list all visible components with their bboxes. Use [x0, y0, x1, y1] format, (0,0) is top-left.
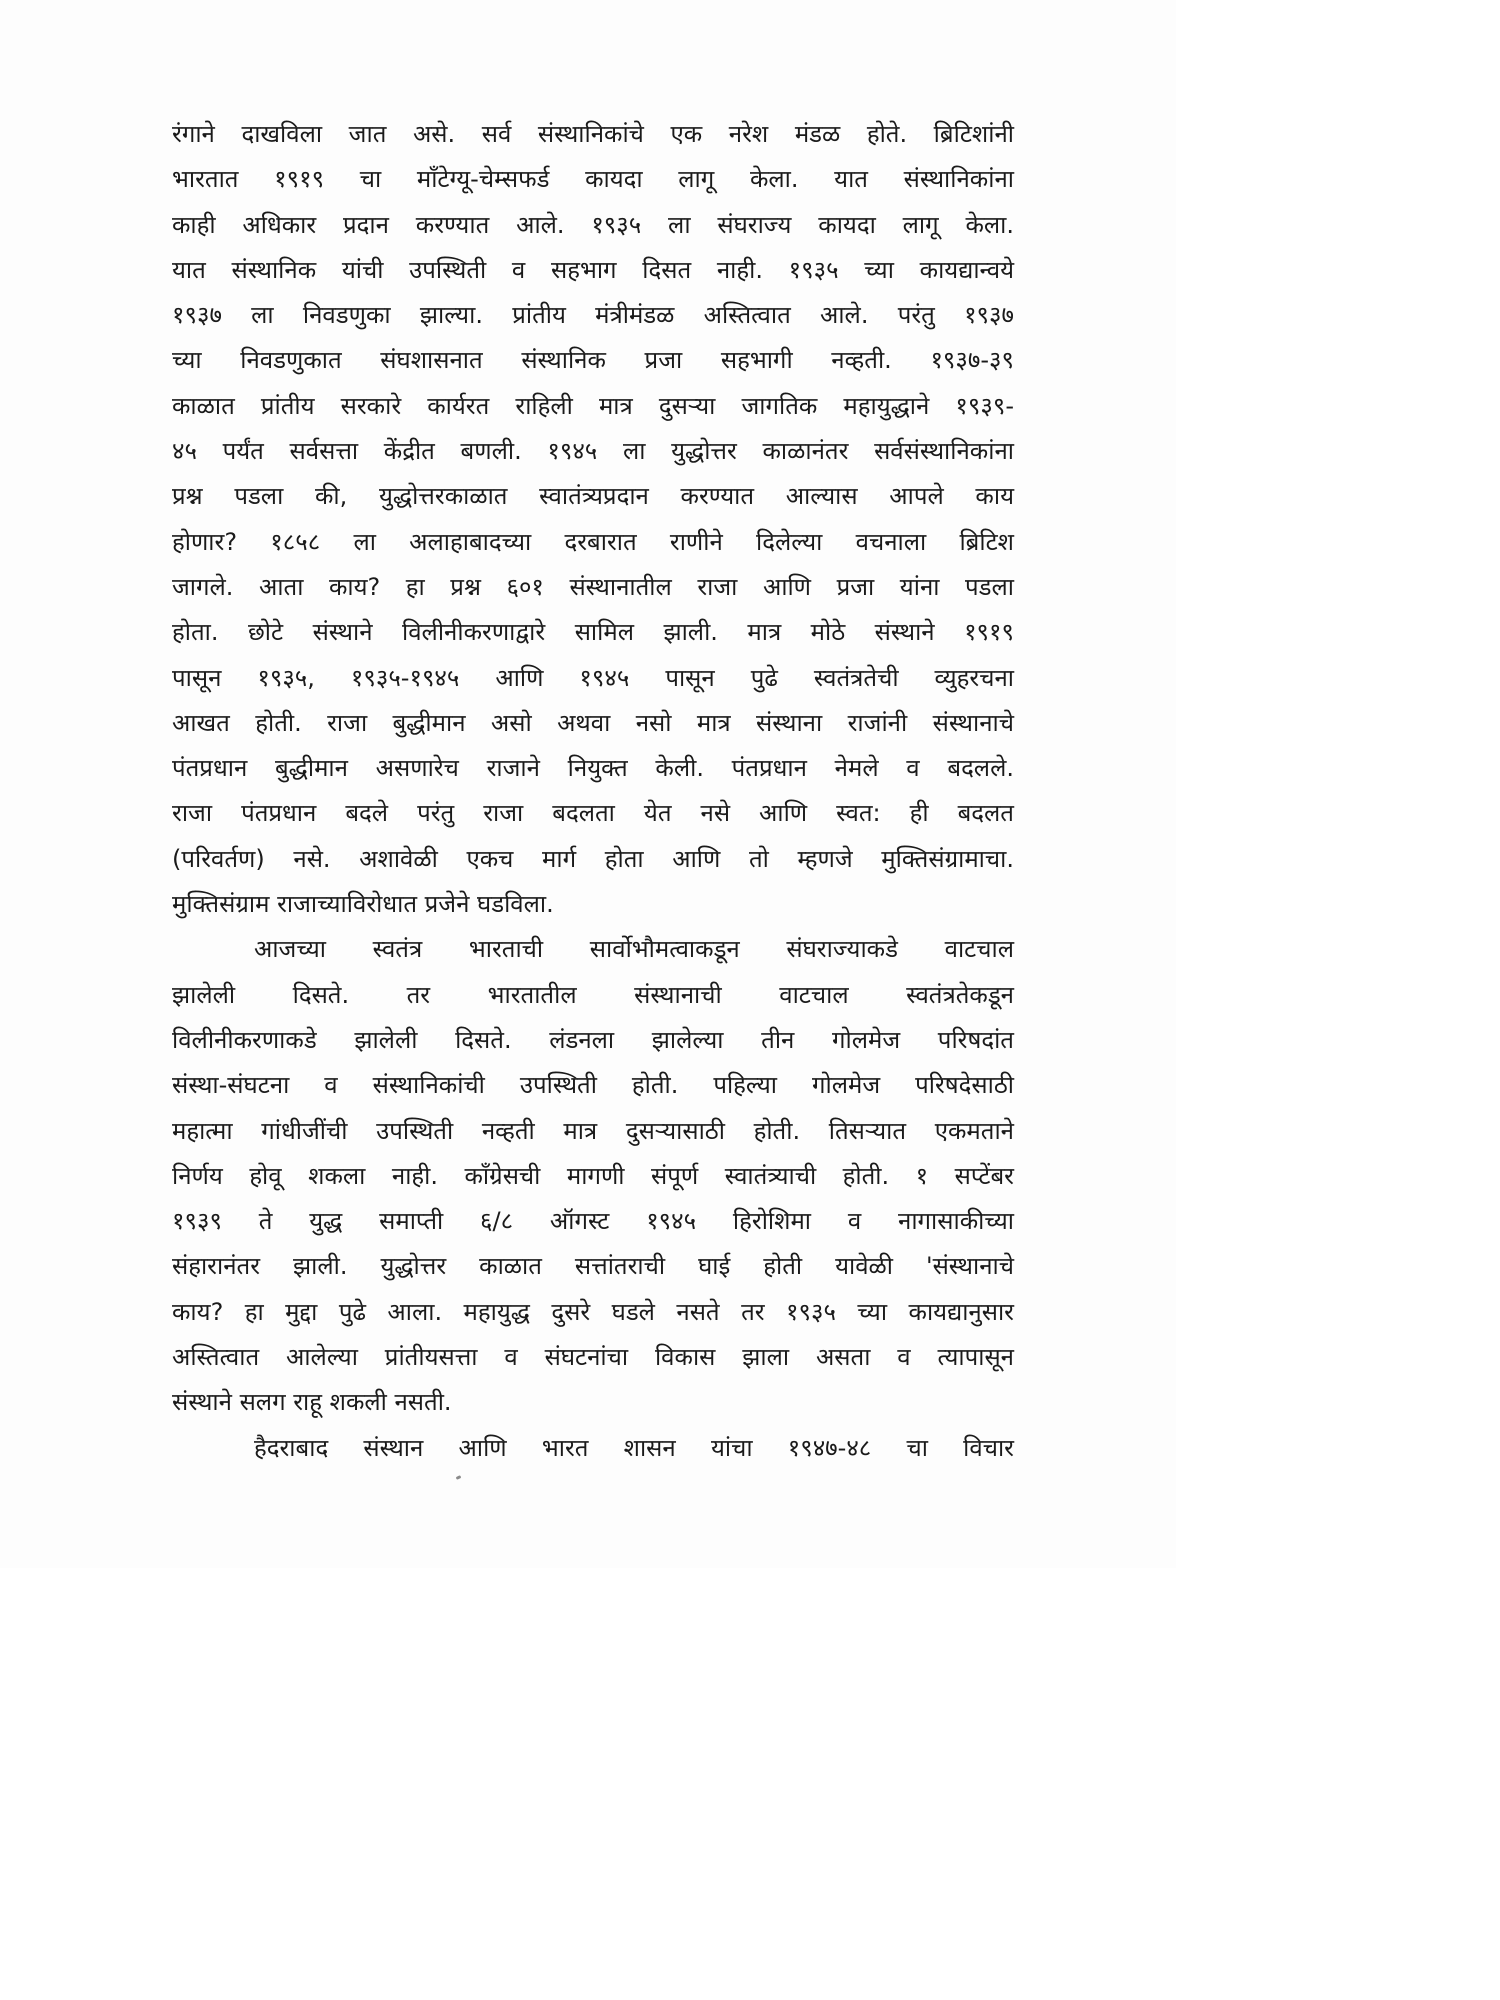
text-line: होता. छोटे संस्थाने विलीनीकरणाद्वारे सामिल झाली. मात्र मोठे संस्थाने १९१९	[172, 618, 1014, 647]
text-line: मुक्तिसंग्राम राजाच्याविरोधात प्रजेने घडविला.	[172, 890, 554, 919]
text-line: ४५ पर्यंत सर्वसत्ता केंद्रीत बणली. १९४५ ला युद्धोत्तर काळानंतर सर्वसंस्थानिकांना	[172, 437, 1014, 466]
text-line: भारतात १९१९ चा माँटेग्यू-चेम्सफर्ड कायदा लागू केला. यात संस्थानिकांना	[172, 165, 1014, 194]
body-text	[172, 112, 1014, 1471]
text-line: संस्था-संघटना व संस्थानिकांची उपस्थिती होती. पहिल्या गोलमेज परिषदेसाठी	[172, 1071, 1014, 1100]
text-line: संहारानंतर झाली. युद्धोत्तर काळात सत्तांतराची घाई होती यावेळी 'संस्थानाचे	[172, 1252, 1014, 1281]
text-line: काय? हा मुद्दा पुढे आला. महायुद्ध दुसरे घडले नसते तर १९३५ च्या कायद्यानुसार	[172, 1297, 1014, 1326]
paragraph	[172, 112, 1014, 927]
text-line: विलीनीकरणाकडे झालेली दिसते. लंडनला झालेल्या तीन गोलमेज परिषदांत	[172, 1025, 1014, 1054]
text-line: यात संस्थानिक यांची उपस्थिती व सहभाग दिसत नाही. १९३५ च्या कायद्यान्वये	[172, 255, 1014, 284]
text-line: जागले. आता काय? हा प्रश्न ६०१ संस्थानातील राजा आणि प्रजा यांना पडला	[172, 572, 1014, 601]
text-line: हैदराबाद संस्थान आणि भारत शासन यांचा १९४७-४८ चा विचार	[254, 1433, 1014, 1462]
text-line: होणार? १८५८ ला अलाहाबादच्या दरबारात राणीने दिलेल्या वचनाला ब्रिटिश	[172, 527, 1014, 556]
paragraph	[172, 1426, 1014, 1471]
text-line: रंगाने दाखविला जात असे. सर्व संस्थानिकांचे एक नरेश मंडळ होते. ब्रिटिशांनी	[172, 120, 1014, 148]
text-line: झालेली दिसते. तर भारतातील संस्थानाची वाटचाल स्वतंत्रतेकडून	[172, 980, 1014, 1009]
text-line: पासून १९३५, १९३५-१९४५ आणि १९४५ पासून पुढे स्वतंत्रतेची व्युहरचना	[172, 663, 1014, 692]
paragraph	[172, 927, 1014, 1425]
text-line: निर्णय होवू शकला नाही. काँग्रेसची मागणी संपूर्ण स्वातंत्र्याची होती. १ सप्टेंबर	[172, 1161, 1014, 1190]
text-line: अस्तित्वात आलेल्या प्रांतीयसत्ता व संघटनांचा विकास झाला असता व त्यापासून	[172, 1343, 1014, 1372]
text-line: आजच्या स्वतंत्र भारताची सार्वोभौमत्वाकडून संघराज्याकडे वाटचाल	[254, 935, 1014, 964]
text-line: महात्मा गांधीजींची उपस्थिती नव्हती मात्र दुसऱ्यासाठी होती. तिसऱ्यात एकमताने	[172, 1116, 1014, 1145]
text-line: प्रश्न पडला की, युद्धोत्तरकाळात स्वातंत्र्यप्रदान करण्यात आल्यास आपले काय	[172, 482, 1014, 511]
scan-speck	[456, 1475, 462, 1480]
text-line: १९३९ ते युद्ध समाप्ती ६/८ ऑगस्ट १९४५ हिरोशिमा व नागासाकीच्या	[172, 1207, 1014, 1236]
text-line: आखत होती. राजा बुद्धीमान असो अथवा नसो मात्र संस्थाना राजांनी संस्थानाचे	[172, 708, 1014, 737]
text-line: काही अधिकार प्रदान करण्यात आले. १९३५ ला संघराज्य कायदा लागू केला.	[172, 210, 1014, 239]
text-line: च्या निवडणुकात संघशासनात संस्थानिक प्रजा सहभागी नव्हती. १९३७-३९	[172, 346, 1014, 375]
text-line: पंतप्रधान बुद्धीमान असणारेच राजाने नियुक्त केली. पंतप्रधान नेमले व बदलले.	[172, 754, 1014, 783]
text-line: राजा पंतप्रधान बदले परंतु राजा बदलता येत नसे आणि स्वत: ही बदलत	[172, 799, 1014, 828]
text-line: (परिवर्तण) नसे. अशावेळी एकच मार्ग होता आणि तो म्हणजे मुक्तिसंग्रामाचा.	[172, 844, 1014, 873]
text-line: १९३७ ला निवडणुका झाल्या. प्रांतीय मंत्रीमंडळ अस्तित्वात आले. परंतु १९३७	[172, 301, 1014, 330]
text-line: काळात प्रांतीय सरकारे कार्यरत राहिली मात्र दुसऱ्या जागतिक महायुद्धाने १९३९-	[172, 391, 1014, 420]
text-line: संस्थाने सलग राहू शकली नसती.	[172, 1388, 452, 1417]
